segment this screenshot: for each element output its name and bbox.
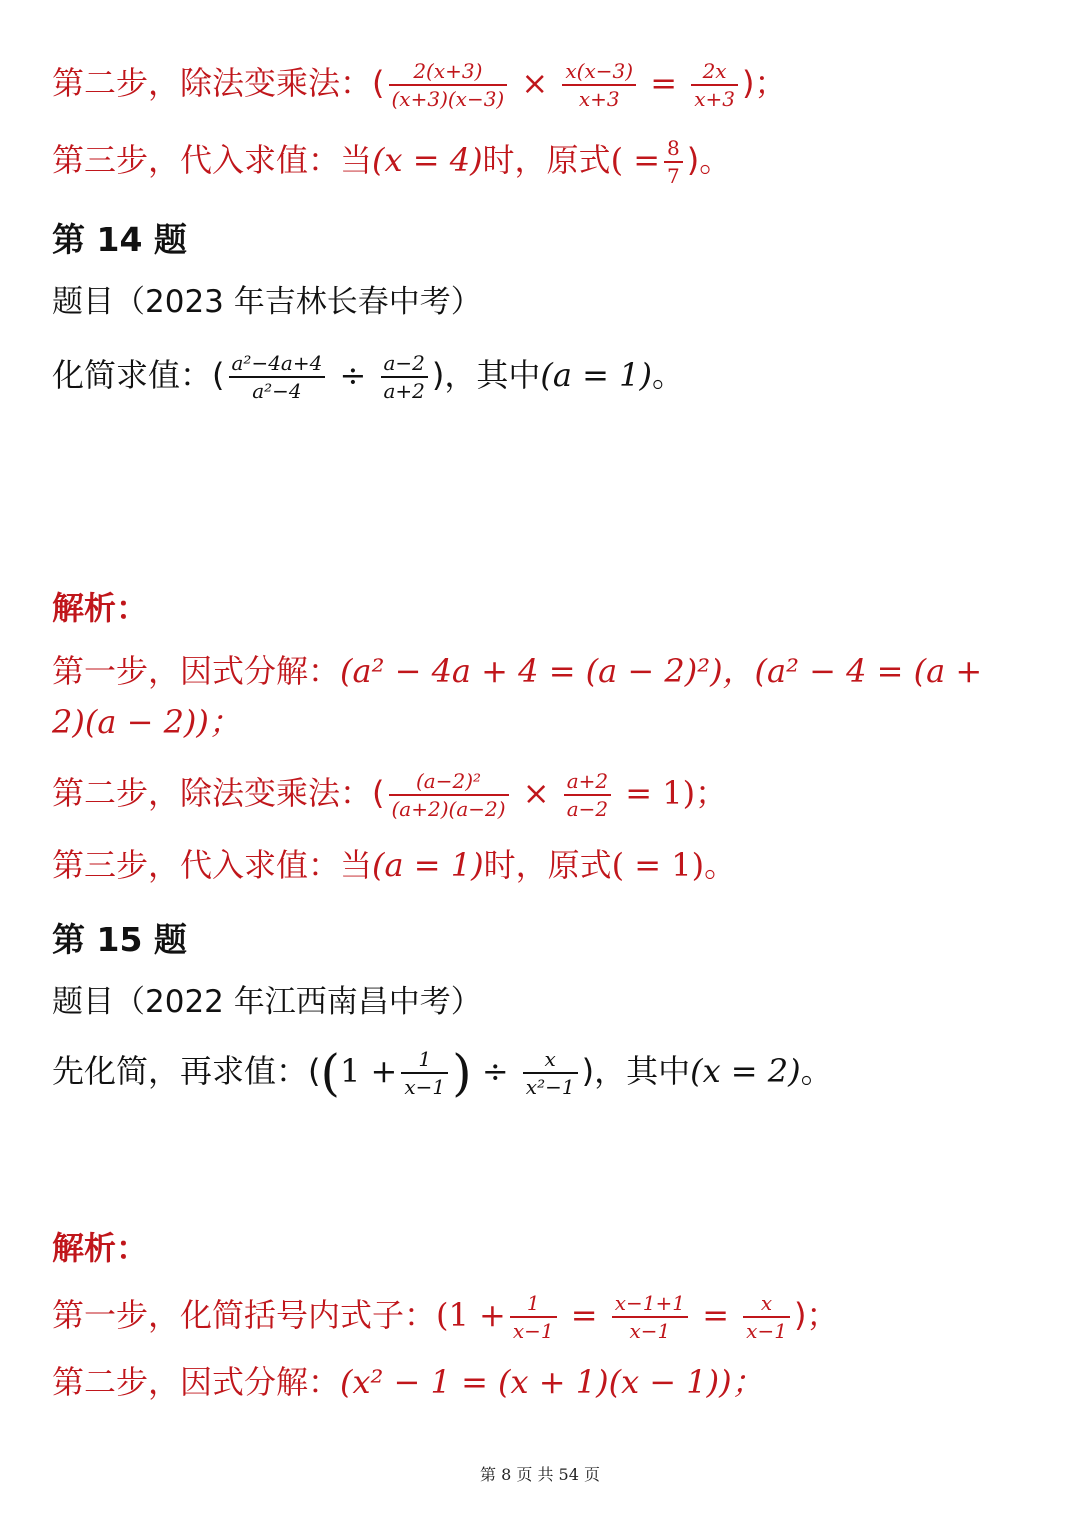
q15-title: 题目（2022 年江西南昌中考） [52, 984, 482, 1020]
equals-operator: = [692, 1296, 740, 1334]
condition: (a = 1) [540, 356, 652, 394]
q14-step1-line2 [52, 702, 241, 742]
q15-step2 [52, 1362, 764, 1402]
q15-step1 [52, 1292, 838, 1342]
step-math: (a² − 4a + 4 = (a − 2)²)，(a² − 4 = (a + [340, 652, 983, 690]
q15-problem [52, 1044, 833, 1102]
q14-step3 [52, 845, 736, 885]
problem-label: 先化简，再求值：( [52, 1052, 321, 1090]
condition: (a = 1) [372, 846, 484, 884]
step-label: 第二步，除法变乘法：( [52, 774, 385, 812]
one-plus: 1 + [340, 1052, 398, 1090]
big-paren-open: ( [320, 1044, 341, 1102]
step-mid: 时，原式 [482, 141, 611, 179]
step-label: 第二步，除法变乘法：( [52, 64, 385, 102]
problem-end: 。 [651, 356, 684, 394]
fraction: $\frac{x(x-3)}{x+3}$ [562, 60, 636, 110]
step-label: 第三步，代入求值：当 [52, 141, 373, 179]
step-end: )。 [686, 141, 732, 179]
fraction: $\frac{a-2}{a+2}$ [381, 352, 428, 402]
step-end: = 1)； [615, 774, 728, 812]
fraction: $\frac{x-1+1}{x-1}$ [612, 1292, 688, 1342]
q14-heading: 第 14 题 [52, 220, 187, 259]
fraction: $\frac{8}{7}$ [664, 137, 683, 187]
times-operator: × [511, 64, 559, 102]
step-label: 第一步，因式分解： [52, 652, 341, 690]
divide-operator: ÷ [329, 356, 377, 394]
q15-analysis-label: 解析： [52, 1229, 149, 1267]
page-footer: 第 8 页 共 54 页 [480, 1465, 600, 1484]
big-paren-close: ) [452, 1044, 472, 1102]
step-mid: 时，原式 [483, 846, 612, 884]
q13-step2 [52, 60, 786, 110]
problem-mid: )，其中 [431, 356, 541, 394]
fraction: $\frac{x}{x-1}$ [743, 1292, 790, 1342]
fraction: $\frac{\text{a²−4a+4}}{\text{a²−4}}$ [229, 352, 326, 402]
fraction: $\frac{a+2}{a-2}$ [564, 770, 611, 820]
fraction: $\frac{2(x+3)}{(x+3)(x-3)}$ [389, 60, 508, 110]
times-operator: × [512, 774, 560, 812]
equals-operator: = [560, 1296, 608, 1334]
condition: (x = 4) [372, 141, 483, 179]
step-label: 第一步，化简括号内式子： [52, 1296, 437, 1334]
open-expr: (1 + [436, 1296, 506, 1334]
fraction: $\frac{2x}{x+3}$ [691, 60, 738, 110]
q14-problem [52, 352, 684, 402]
step-math: 2)(a − 2))； [52, 703, 241, 741]
condition: (x = 2) [690, 1052, 801, 1090]
result: ( = 1) [611, 846, 705, 884]
equals-operator: = [640, 64, 688, 102]
q15-heading: 第 15 题 [52, 920, 187, 959]
step-label: 第二步，因式分解： [52, 1363, 341, 1401]
fraction: $\frac{\text{(a−2)²}}{(a+2)(a-2)}$ [389, 770, 509, 820]
q14-step1-line1 [52, 651, 982, 691]
fraction: $\frac{1}{x-1}$ [401, 1048, 448, 1098]
q14-title: 题目（2023 年吉林长春中考） [52, 284, 482, 320]
step-math: (x² − 1 = (x + 1)(x − 1))； [340, 1363, 764, 1401]
q14-step2 [52, 770, 727, 820]
problem-label: 化简求值：( [52, 356, 225, 394]
divide-operator: ÷ [471, 1052, 519, 1090]
step-end: )； [741, 64, 787, 102]
result-open: ( = [610, 141, 661, 179]
q14-analysis-label: 解析： [52, 589, 149, 627]
problem-end: 。 [800, 1052, 833, 1090]
fraction: $\frac{1}{x-1}$ [510, 1292, 557, 1342]
q13-step3 [52, 137, 731, 187]
step-end: 。 [704, 846, 737, 884]
step-end: )； [793, 1296, 839, 1334]
problem-mid: )，其中 [581, 1052, 691, 1090]
fraction: $\frac{x}{\text{x²−1}}$ [523, 1048, 578, 1098]
step-label: 第三步，代入求值：当 [52, 846, 373, 884]
